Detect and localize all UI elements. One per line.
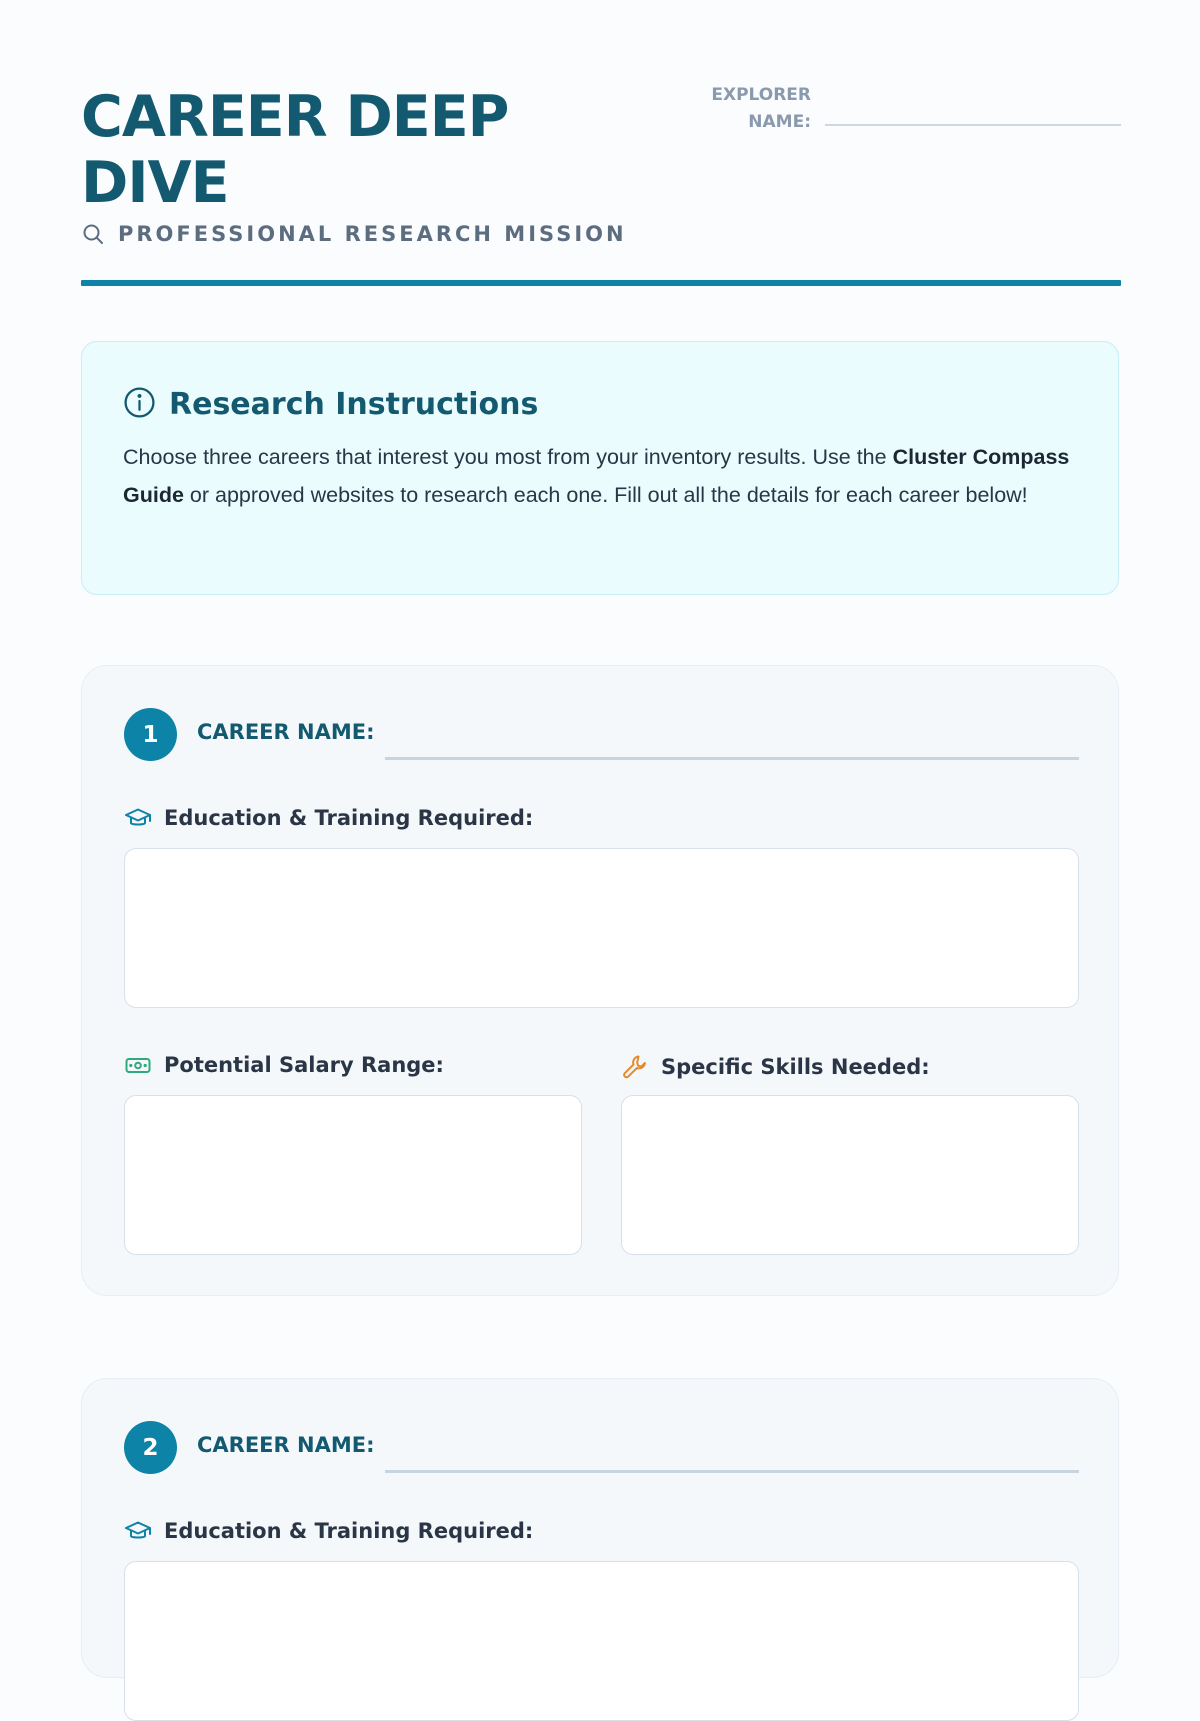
career-name-label: CAREER NAME:: [197, 1433, 375, 1457]
career-name-input[interactable]: [385, 1470, 1079, 1473]
page-header: [81, 0, 1121, 287]
career-number-badge: 2: [124, 1421, 177, 1474]
info-icon: [123, 386, 156, 423]
education-heading: [124, 1519, 533, 1543]
explorer-name-line[interactable]: [825, 124, 1121, 126]
instructions-text-part2: or approved websites to research each one. Fill out all the details for each career below!: [183, 483, 1028, 507]
instructions-text-bold: Cluster Compass Guide: [123, 445, 1070, 507]
subtitle-text: PROFESSIONAL RESEARCH MISSION: [118, 222, 627, 246]
career-name-input[interactable]: [385, 757, 1079, 760]
skills-heading: [621, 1053, 930, 1081]
education-heading: [124, 806, 533, 830]
skills-label: Specific Skills Needed:: [661, 1055, 930, 1079]
money-icon: [124, 1053, 152, 1077]
career-number-badge: 1: [124, 708, 177, 761]
career-card-1: [81, 665, 1119, 1296]
page-subtitle: [81, 222, 627, 246]
career-card-2: [81, 1378, 1119, 1678]
search-icon: [81, 222, 105, 246]
salary-label: Potential Salary Range:: [164, 1053, 444, 1077]
page-title: CAREER DEEP DIVE: [81, 84, 509, 216]
education-answer-box[interactable]: [124, 1561, 1079, 1721]
education-answer-box[interactable]: [124, 848, 1079, 1008]
explorer-name-label: EXPLORER NAME:: [711, 85, 811, 132]
salary-answer-box[interactable]: [124, 1095, 582, 1255]
wrench-icon: [621, 1053, 649, 1081]
graduation-cap-icon: [124, 806, 152, 830]
explorer-name-field: [701, 82, 1121, 132]
header-divider: [81, 280, 1121, 286]
education-label: Education & Training Required:: [164, 1519, 534, 1543]
skills-answer-box[interactable]: [621, 1095, 1079, 1255]
salary-heading: [124, 1053, 444, 1077]
instructions-text: [123, 438, 1073, 514]
instructions-panel: [81, 341, 1119, 595]
education-label: Education & Training Required:: [164, 806, 534, 830]
instructions-header: [123, 386, 538, 423]
graduation-cap-icon: [124, 1519, 152, 1543]
instructions-title: Research Instructions: [169, 387, 539, 422]
instructions-text-part1: Choose three careers that interest you most from your inventory results. Use the: [123, 445, 893, 469]
career-name-label: CAREER NAME:: [197, 720, 375, 744]
worksheet-page: [81, 0, 1121, 1543]
